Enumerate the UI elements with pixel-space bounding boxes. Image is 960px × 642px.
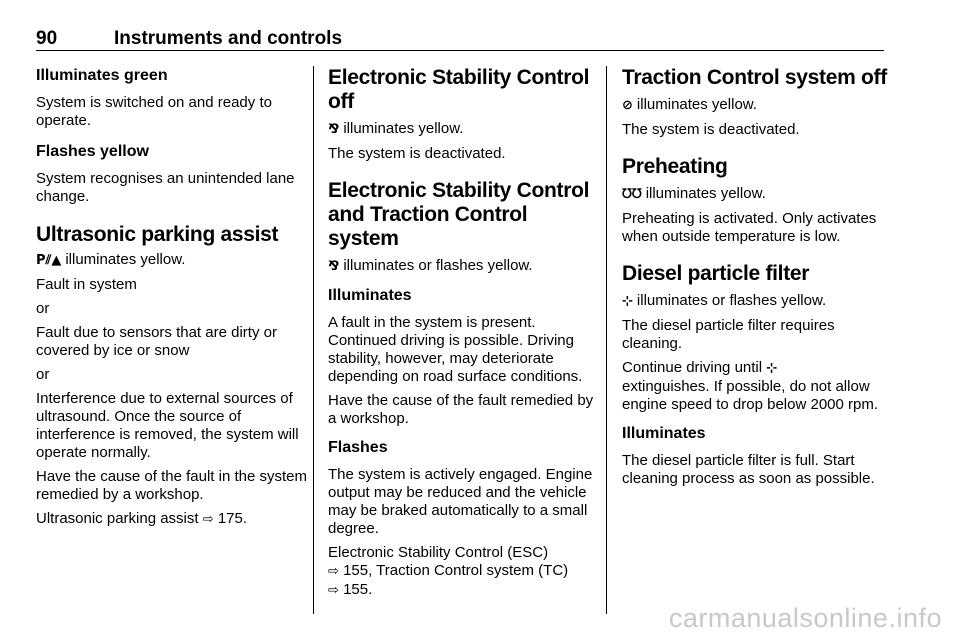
para-continue-driving: Continue driving until ⊹ extinguishes. If possible, do not allow engine speed to drop below 2000 rpm. bbox=[622, 359, 879, 413]
para-deactivated: The system is deactivated. bbox=[622, 121, 800, 138]
para-ups-symbol: P⫽▲ illuminates yellow. bbox=[36, 251, 186, 268]
heading-preheating: Preheating bbox=[622, 155, 728, 178]
heading-esc-off: Electronic Stability Control off bbox=[328, 66, 590, 113]
para-esc-symbol: ⅋ illuminates or flashes yellow. bbox=[328, 257, 533, 274]
glow-plug-icon: ᘮᘮ bbox=[622, 187, 642, 202]
column-divider bbox=[606, 66, 607, 614]
running-head: Instruments and controls bbox=[114, 28, 343, 49]
arrow-right-icon: ⇨ bbox=[328, 564, 339, 579]
heading-illuminates-green: Illuminates green bbox=[36, 67, 168, 84]
cross-reference: Ultrasonic parking assist ⇨ 175. bbox=[36, 510, 248, 527]
particle-filter-icon: ⊹ bbox=[622, 294, 633, 309]
heading-esc-tc: Electronic Stability Control and Traction Control system bbox=[328, 179, 590, 250]
para-engaged: The system is actively engaged. Engine output may be reduced and the vehicle may be braked automatically to a small degree. bbox=[328, 466, 593, 537]
esc-icon: ⅋ bbox=[328, 259, 340, 274]
para-interference: Interference due to external sources of ultrasound. Once the source of interference is removed, the system will operate normally. bbox=[36, 390, 299, 461]
heading-flashes-yellow: Flashes yellow bbox=[36, 143, 149, 160]
parking-assist-icon: P⫽▲ bbox=[36, 253, 62, 268]
page-header bbox=[36, 28, 884, 51]
esc-off-icon: ⅋ bbox=[328, 122, 340, 137]
cross-reference: Electronic Stability Control (ESC) ⇨ 155, Traction Control system (TC) ⇨ 155. bbox=[328, 544, 569, 598]
heading-ultrasonic-parking-assist: Ultrasonic parking assist bbox=[36, 223, 279, 246]
column-divider bbox=[313, 66, 314, 614]
para-flashes: System recognises an unintended lane change. bbox=[36, 170, 295, 205]
column-2 bbox=[328, 66, 594, 600]
para-requires-cleaning: The diesel particle filter requires cleaning. bbox=[622, 317, 835, 352]
para-preheat-symbol: ᘮᘮ illuminates yellow. bbox=[622, 185, 766, 202]
column-3 bbox=[622, 66, 888, 488]
para-cause: Have the cause of the fault in the system remedied by a workshop. bbox=[36, 468, 307, 503]
arrow-right-icon: ⇨ bbox=[328, 583, 339, 598]
heading-illuminates: Illuminates bbox=[328, 287, 412, 304]
para-fault-present: A fault in the system is present. Continued driving is possible. Driving stability, however, may deteriorate depending on road surface conditions. bbox=[328, 314, 583, 385]
para-deactivated: The system is deactivated. bbox=[328, 145, 506, 162]
para-cause: Have the cause of the fault remedied by a workshop. bbox=[328, 392, 594, 427]
traction-control-off-icon: ⊘ bbox=[622, 98, 633, 113]
page-number: 90 bbox=[36, 28, 58, 49]
para-esc-off-symbol: ⅋ illuminates yellow. bbox=[328, 120, 464, 137]
column-1 bbox=[36, 66, 308, 529]
heading-diesel-particle-filter: Diesel particle filter bbox=[622, 262, 810, 285]
heading-flashes: Flashes bbox=[328, 439, 388, 456]
para-dpf-symbol: ⊹ illuminates or flashes yellow. bbox=[622, 292, 827, 309]
para-tc-symbol: ⊘ illuminates yellow. bbox=[622, 96, 757, 113]
heading-illuminates: Illuminates bbox=[622, 425, 706, 442]
arrow-right-icon: ⇨ bbox=[202, 512, 214, 527]
para-filter-full: The diesel particle filter is full. Start cleaning process as soon as possible. bbox=[622, 452, 875, 487]
para-preheating: Preheating is activated. Only activates when outside temperature is low. bbox=[622, 210, 877, 245]
particle-filter-icon: ⊹ bbox=[766, 361, 778, 376]
para-green: System is switched on and ready to operate. bbox=[36, 94, 272, 129]
para-fault-in-system: Fault in system bbox=[36, 276, 137, 293]
para-sensors: Fault due to sensors that are dirty or covered by ice or snow bbox=[36, 324, 277, 359]
para-or: or bbox=[36, 300, 50, 317]
watermark: carmanualsonline.info bbox=[668, 603, 942, 633]
para-or: or bbox=[36, 366, 50, 383]
heading-tc-off: Traction Control system off bbox=[622, 66, 887, 89]
